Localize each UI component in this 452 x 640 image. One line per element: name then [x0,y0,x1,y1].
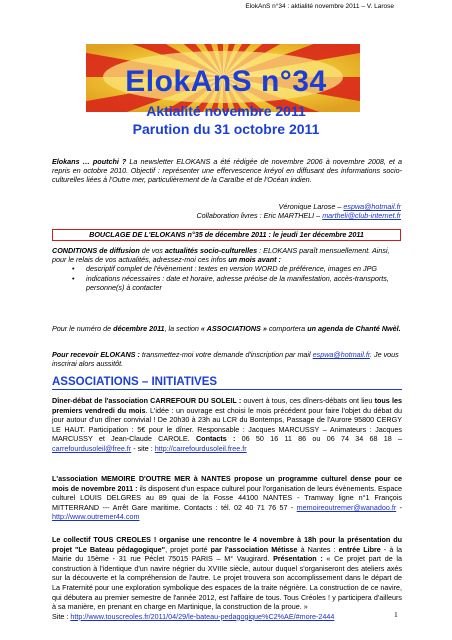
article-bold: Contacts : [195,434,236,444]
editor-email-link[interactable]: espwa@hotmail.fr [343,202,401,211]
list-item: • descriptif complet de l'évènement : textes en version WORD de préférence, images en JPG [86,264,402,273]
page-number: 1 [394,610,398,619]
section-divider [52,389,402,390]
touscreoles-site-link[interactable]: http://www.touscreoles.fr/2011/04/29/le-bateau-pedagogique%C2%AE/#more-2444 [70,611,335,621]
intro-text: La newsletter ELOKANS a été rédigée de novembre 2006 à novembre 2008, et a repris en octobre 2010. Objectif : représenter une effervescence kréyol en diffusant des informations socio-culturelles liées à l'Outre mer, particulièrement de la Caraïbe et de l'Océan indien. [52,157,402,185]
conditions-bold: actualités socio-culturelles [164,246,258,255]
conditions-block [52,246,402,292]
list-item: • indications nécessaires : date et horaire, adresse précise de la manifestation, accès-transports, personne(s) à contacter [86,274,402,292]
article-memoire [52,474,402,522]
intro-paragraph [52,157,402,185]
memoire-site-link[interactable]: http://www.outremer44.com [52,512,140,522]
article-bold: entrée Libre [338,544,381,554]
article-phones: 06 50 16 11 86 ou 06 74 34 68 18 – [235,434,402,444]
article-separator: - [396,502,403,512]
article-text: ils disposent d'un espace culturel pour l'organisation de leurs évènements. Espace culturel LOUIS DELGRES au 89 quai de la Fosse 44100 NANTES - Tramway ligne n°1 François MITTERRAND --- Arrêt Gare maritime. Contacts : tél. 02 40 71 76 57 - [52,483,402,512]
conditions-lead: CONDITIONS de diffusion [52,246,140,255]
article-text: . L'idée : un ouvrage est choisi le mois précédent pour faire l'objet du débat du jour autour d'un dîner convivial ! De 20h30 à 23h au LCR du Bontemps, Passage de l'Aurore 95800 CERGY LE HAUT. Participation : 5€ pour le dîner. Responsable : Jacques MARCUSSY – Animateurs : Jacques MARCUSSY et Jean-Claude CAROLE. [52,405,402,444]
article-carrefour [52,396,402,454]
december-note-section: « ASSOCIATIONS » [200,324,267,333]
article-text: « Ce projet part de la construction à l'identique d'un navire négrier du XVIIIe siècle, autour duquel s'organiseront des ateliers axés sur la découverte et la compréhension de l'autre. Le projet trouvera son accomplissement dans le départ de La Fraternité pour une exploration symbolique des espaces de la traite négrière. La construction de ce navire, qui débutera au premier semestre de l'année 2012, est l'affaire de tous. Tous Créoles ! y participera d'ailleurs à sa manière, en prenant en charge en Martinique, la construction de la proue. » [52,554,402,612]
memoire-email-link[interactable]: memoireoutremer@wanadoo.fr [296,502,397,512]
signature-books-label: Collaboration livres : Eric MARTHELI – [196,211,323,220]
article-bold: tous les premiers vendredi du mois [52,396,402,415]
intro-lead: Elokans … poutchi ? [52,157,127,166]
books-email-link[interactable]: martheli@club-internet.fr [322,211,401,220]
subscribe-email-link[interactable]: espwa@hotmail.fr [312,350,370,359]
article-touscreoles [52,535,402,621]
december-note-text: Pour le numéro de [52,324,114,333]
signature-editor [101,202,401,211]
article-text: - à la Mairie du 15ème - 31 rue Péclet 75015 PARIS – M° Vaugirard. [52,544,402,564]
article-text: , projet porté [165,544,211,554]
conditions-list [52,264,402,292]
december-note-text-3: comportera [266,324,308,333]
conditions-text: de vos [139,246,165,255]
running-header: ElokAnS n°34 : aktialité novembre 2011 – V. Larose [245,3,394,10]
section-title: ASSOCIATIONS – INITIATIVES [52,376,218,388]
conditions-text-2: : ELOKANS paraît mensuellement. Ainsi, pour le relais de vos actualités, adressez-moi ces infos [52,246,390,265]
subscribe-note [52,350,402,368]
article-text: - site : [131,443,155,453]
masthead-title: ElokAnS n°34 [125,65,327,98]
article-memoire-title: L'association MEMOIRE D'OUTRE MER à NANTES propose un programme culturel dense pour ce mois de novembre 2011 : [52,474,402,493]
december-note-bold: décembre 2011 [113,324,165,333]
masthead-subtitle-month: Aktialité novembre 2011 [146,103,306,119]
subscribe-note-lead: Pour recevoir ELOKANS : [52,350,140,359]
masthead-subtitle-date: Parution du 31 octobre 2011 [132,121,320,137]
article-site-label: Site : [52,611,71,621]
signature-editor-label: Véronique Larose – [278,202,344,211]
signature-books [101,211,401,220]
article-carrefour-title: Dîner-débat de l'association CARREFOUR DU SOLEIL : [52,396,242,405]
deadline-notice: BOUCLAGE DE L'ELOKANS n°35 de décembre 2011 : le jeudi 1er décembre 2011 [52,229,401,241]
conditions-bold-2: un mois avant : [228,255,281,265]
december-note [52,324,402,333]
december-note-agenda: un agenda de Chanté Nwèl. [307,324,401,333]
article-bold: par l'association Métisse [210,544,298,554]
december-note-text-2: , la section [164,324,201,333]
article-text: à Nantes : [297,544,339,554]
subscribe-note-end: . Je vous inscrirai alors aussitôt. [52,350,399,369]
carrefour-email-link[interactable]: carrefourdusoleil@free.fr [52,443,132,453]
article-text: ouvert à tous, ces dîners-débats ont lieu [241,396,375,405]
subscribe-note-text: transmettez-moi votre demande d'inscription par mail [139,350,313,359]
article-bold: Présentation : [273,554,323,564]
article-touscreoles-title: Le collectif TOUS CREOLES ! organise une rencontre le 4 novembre à 18h pour la présentation du projet "Le Bateau pédagogique" [52,535,402,554]
carrefour-site-link[interactable]: http://carrefourdusoleil.free.fr [154,443,247,453]
